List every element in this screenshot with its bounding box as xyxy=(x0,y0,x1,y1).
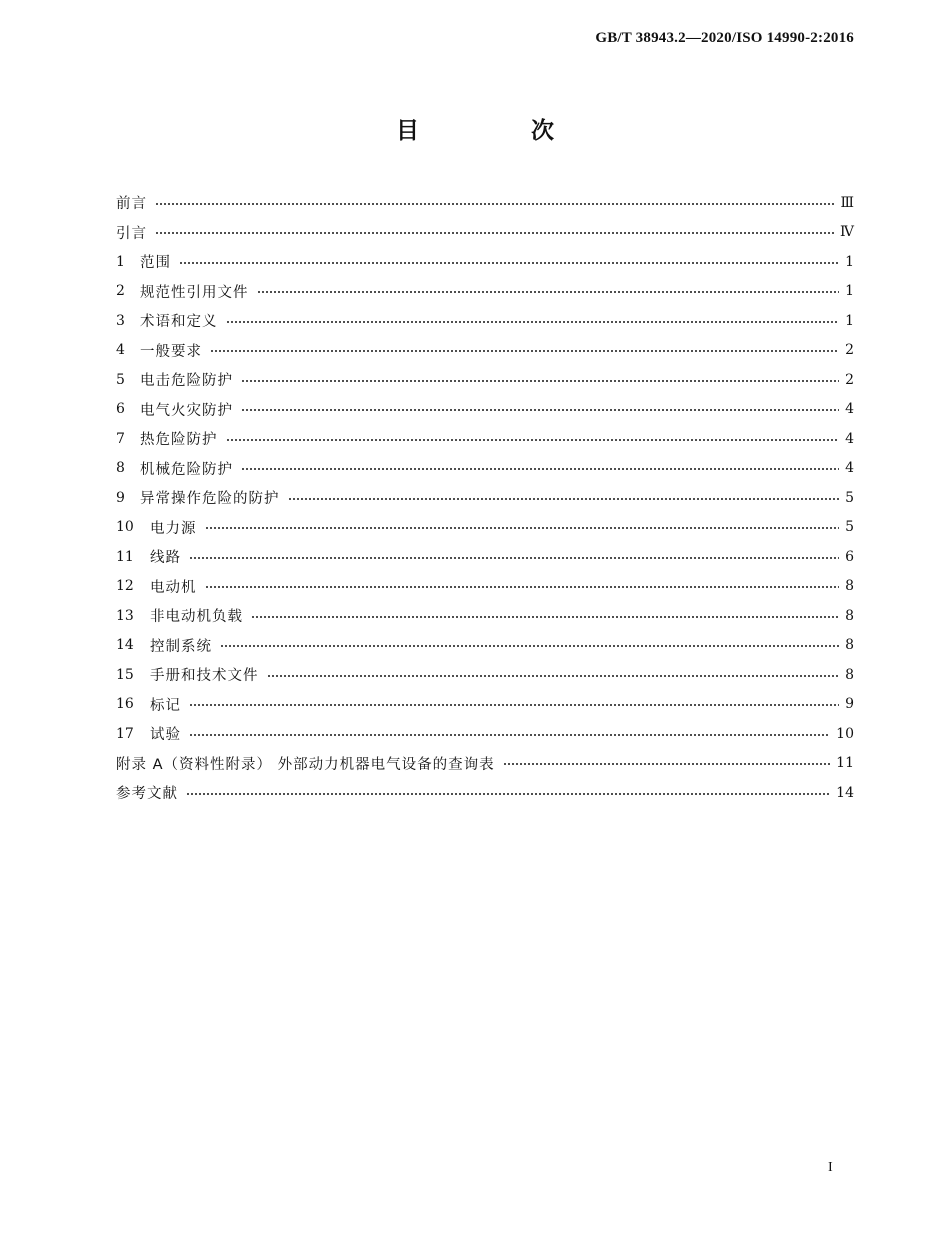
toc-dot-leader xyxy=(220,645,839,647)
toc-entry-label: 试验 xyxy=(150,727,181,744)
toc-entry-page: 4 xyxy=(845,401,854,418)
toc-entry-number: 9 xyxy=(116,489,125,506)
toc-entry-number: 2 xyxy=(116,283,125,300)
toc-entry-label: 电力源 xyxy=(150,520,197,537)
toc-entry-number: 6 xyxy=(116,401,125,418)
toc-entry[interactable] xyxy=(116,188,854,218)
toc-entry[interactable] xyxy=(116,513,854,543)
toc-entry[interactable] xyxy=(116,395,854,425)
toc-entry-label: 规范性引用文件 xyxy=(140,284,249,301)
toc-dot-leader xyxy=(155,203,834,205)
toc-entry-label: 电击危险防护 xyxy=(140,373,233,390)
toc-entry[interactable] xyxy=(116,365,854,395)
toc-entry-label: 附录 A（资料性附录） 外部动力机器电气设备的查询表 xyxy=(116,756,495,773)
toc-entry-label: 标记 xyxy=(150,697,181,714)
toc-entry-label: 电动机 xyxy=(150,579,197,596)
toc-entry[interactable] xyxy=(116,277,854,307)
toc-entry[interactable] xyxy=(116,778,854,808)
toc-entry-label: 线路 xyxy=(150,550,181,567)
table-of-contents xyxy=(116,188,854,808)
toc-entry-number: 1 xyxy=(116,253,125,270)
toc-dot-leader xyxy=(155,232,834,234)
toc-entry[interactable] xyxy=(116,660,854,690)
toc-entry-page: 10 xyxy=(836,725,854,742)
toc-dot-leader xyxy=(503,763,831,765)
toc-dot-leader xyxy=(179,262,839,264)
toc-entry-page: 6 xyxy=(845,548,854,565)
toc-entry[interactable] xyxy=(116,601,854,631)
toc-entry-page: 8 xyxy=(845,578,854,595)
toc-entry-page: 2 xyxy=(845,342,854,359)
toc-entry-page: 1 xyxy=(845,283,854,300)
toc-entry-number: 5 xyxy=(116,371,125,388)
toc-entry-label: 手册和技术文件 xyxy=(150,668,259,685)
toc-dot-leader xyxy=(288,498,840,500)
toc-entry-page: 1 xyxy=(845,253,854,270)
toc-entry[interactable] xyxy=(116,336,854,366)
toc-entry-number: 11 xyxy=(116,548,134,565)
toc-entry-label: 前言 xyxy=(116,196,147,213)
toc-dot-leader xyxy=(241,468,839,470)
toc-dot-leader xyxy=(251,616,839,618)
toc-entry[interactable] xyxy=(116,719,854,749)
toc-dot-leader xyxy=(267,675,840,677)
toc-entry[interactable] xyxy=(116,306,854,336)
toc-entry-number: 3 xyxy=(116,312,125,329)
toc-entry-number: 13 xyxy=(116,607,134,624)
toc-entry-page: 14 xyxy=(836,784,854,801)
toc-entry-page: 8 xyxy=(845,607,854,624)
toc-entry-number: 12 xyxy=(116,578,134,595)
toc-entry-page: 5 xyxy=(845,519,854,536)
toc-entry-label: 范围 xyxy=(140,255,171,272)
toc-entry[interactable] xyxy=(116,631,854,661)
toc-entry-label: 热危险防护 xyxy=(140,432,218,449)
toc-entry-label: 机械危险防护 xyxy=(140,461,233,478)
toc-entry-page: 8 xyxy=(845,637,854,654)
toc-entry-number: 16 xyxy=(116,696,134,713)
toc-entry-number: 15 xyxy=(116,666,134,683)
toc-entry-page: Ⅲ xyxy=(840,194,854,211)
toc-entry-number: 14 xyxy=(116,637,134,654)
toc-entry-label: 控制系统 xyxy=(150,638,212,655)
toc-entry-number: 7 xyxy=(116,430,125,447)
page-title: 目 次 xyxy=(395,118,606,144)
toc-dot-leader xyxy=(205,586,840,588)
toc-dot-leader xyxy=(210,350,839,352)
toc-dot-leader xyxy=(241,380,839,382)
toc-dot-leader xyxy=(189,557,839,559)
toc-entry-number: 10 xyxy=(116,519,134,536)
toc-entry-label: 一般要求 xyxy=(140,343,202,360)
toc-entry[interactable] xyxy=(116,454,854,484)
toc-entry-page: 1 xyxy=(845,312,854,329)
toc-entry-page: 4 xyxy=(845,460,854,477)
toc-entry[interactable] xyxy=(116,542,854,572)
toc-entry-label: 异常操作危险的防护 xyxy=(140,491,280,508)
toc-entry-page: 4 xyxy=(845,430,854,447)
toc-entry-page: 8 xyxy=(845,666,854,683)
toc-dot-leader xyxy=(226,439,840,441)
page-number: I xyxy=(828,1160,833,1175)
toc-entry-label: 术语和定义 xyxy=(140,314,218,331)
toc-entry-number: 8 xyxy=(116,460,125,477)
toc-entry-label: 参考文献 xyxy=(116,786,178,803)
toc-dot-leader xyxy=(226,321,840,323)
toc-entry-label: 引言 xyxy=(116,225,147,242)
toc-entry-page: 9 xyxy=(845,696,854,713)
toc-dot-leader xyxy=(186,793,830,795)
toc-dot-leader xyxy=(241,409,839,411)
standard-code: GB/T 38943.2—2020/ISO 14990-2:2016 xyxy=(595,30,854,46)
toc-entry[interactable] xyxy=(116,690,854,720)
toc-entry-page: 11 xyxy=(836,755,854,772)
toc-entry[interactable] xyxy=(116,483,854,513)
toc-entry-page: Ⅳ xyxy=(840,224,854,241)
toc-dot-leader xyxy=(205,527,840,529)
toc-dot-leader xyxy=(257,291,840,293)
toc-entry-page: 5 xyxy=(845,489,854,506)
toc-entry-number: 4 xyxy=(116,342,125,359)
toc-entry[interactable] xyxy=(116,218,854,248)
toc-entry[interactable] xyxy=(116,247,854,277)
toc-entry[interactable] xyxy=(116,424,854,454)
toc-entry-number: 17 xyxy=(116,725,134,742)
toc-dot-leader xyxy=(189,734,830,736)
toc-entry-label: 非电动机负载 xyxy=(150,609,243,626)
toc-dot-leader xyxy=(189,704,839,706)
toc-entry-page: 2 xyxy=(845,371,854,388)
toc-entry[interactable] xyxy=(116,572,854,602)
toc-entry[interactable] xyxy=(116,749,854,779)
toc-entry-label: 电气火灾防护 xyxy=(140,402,233,419)
